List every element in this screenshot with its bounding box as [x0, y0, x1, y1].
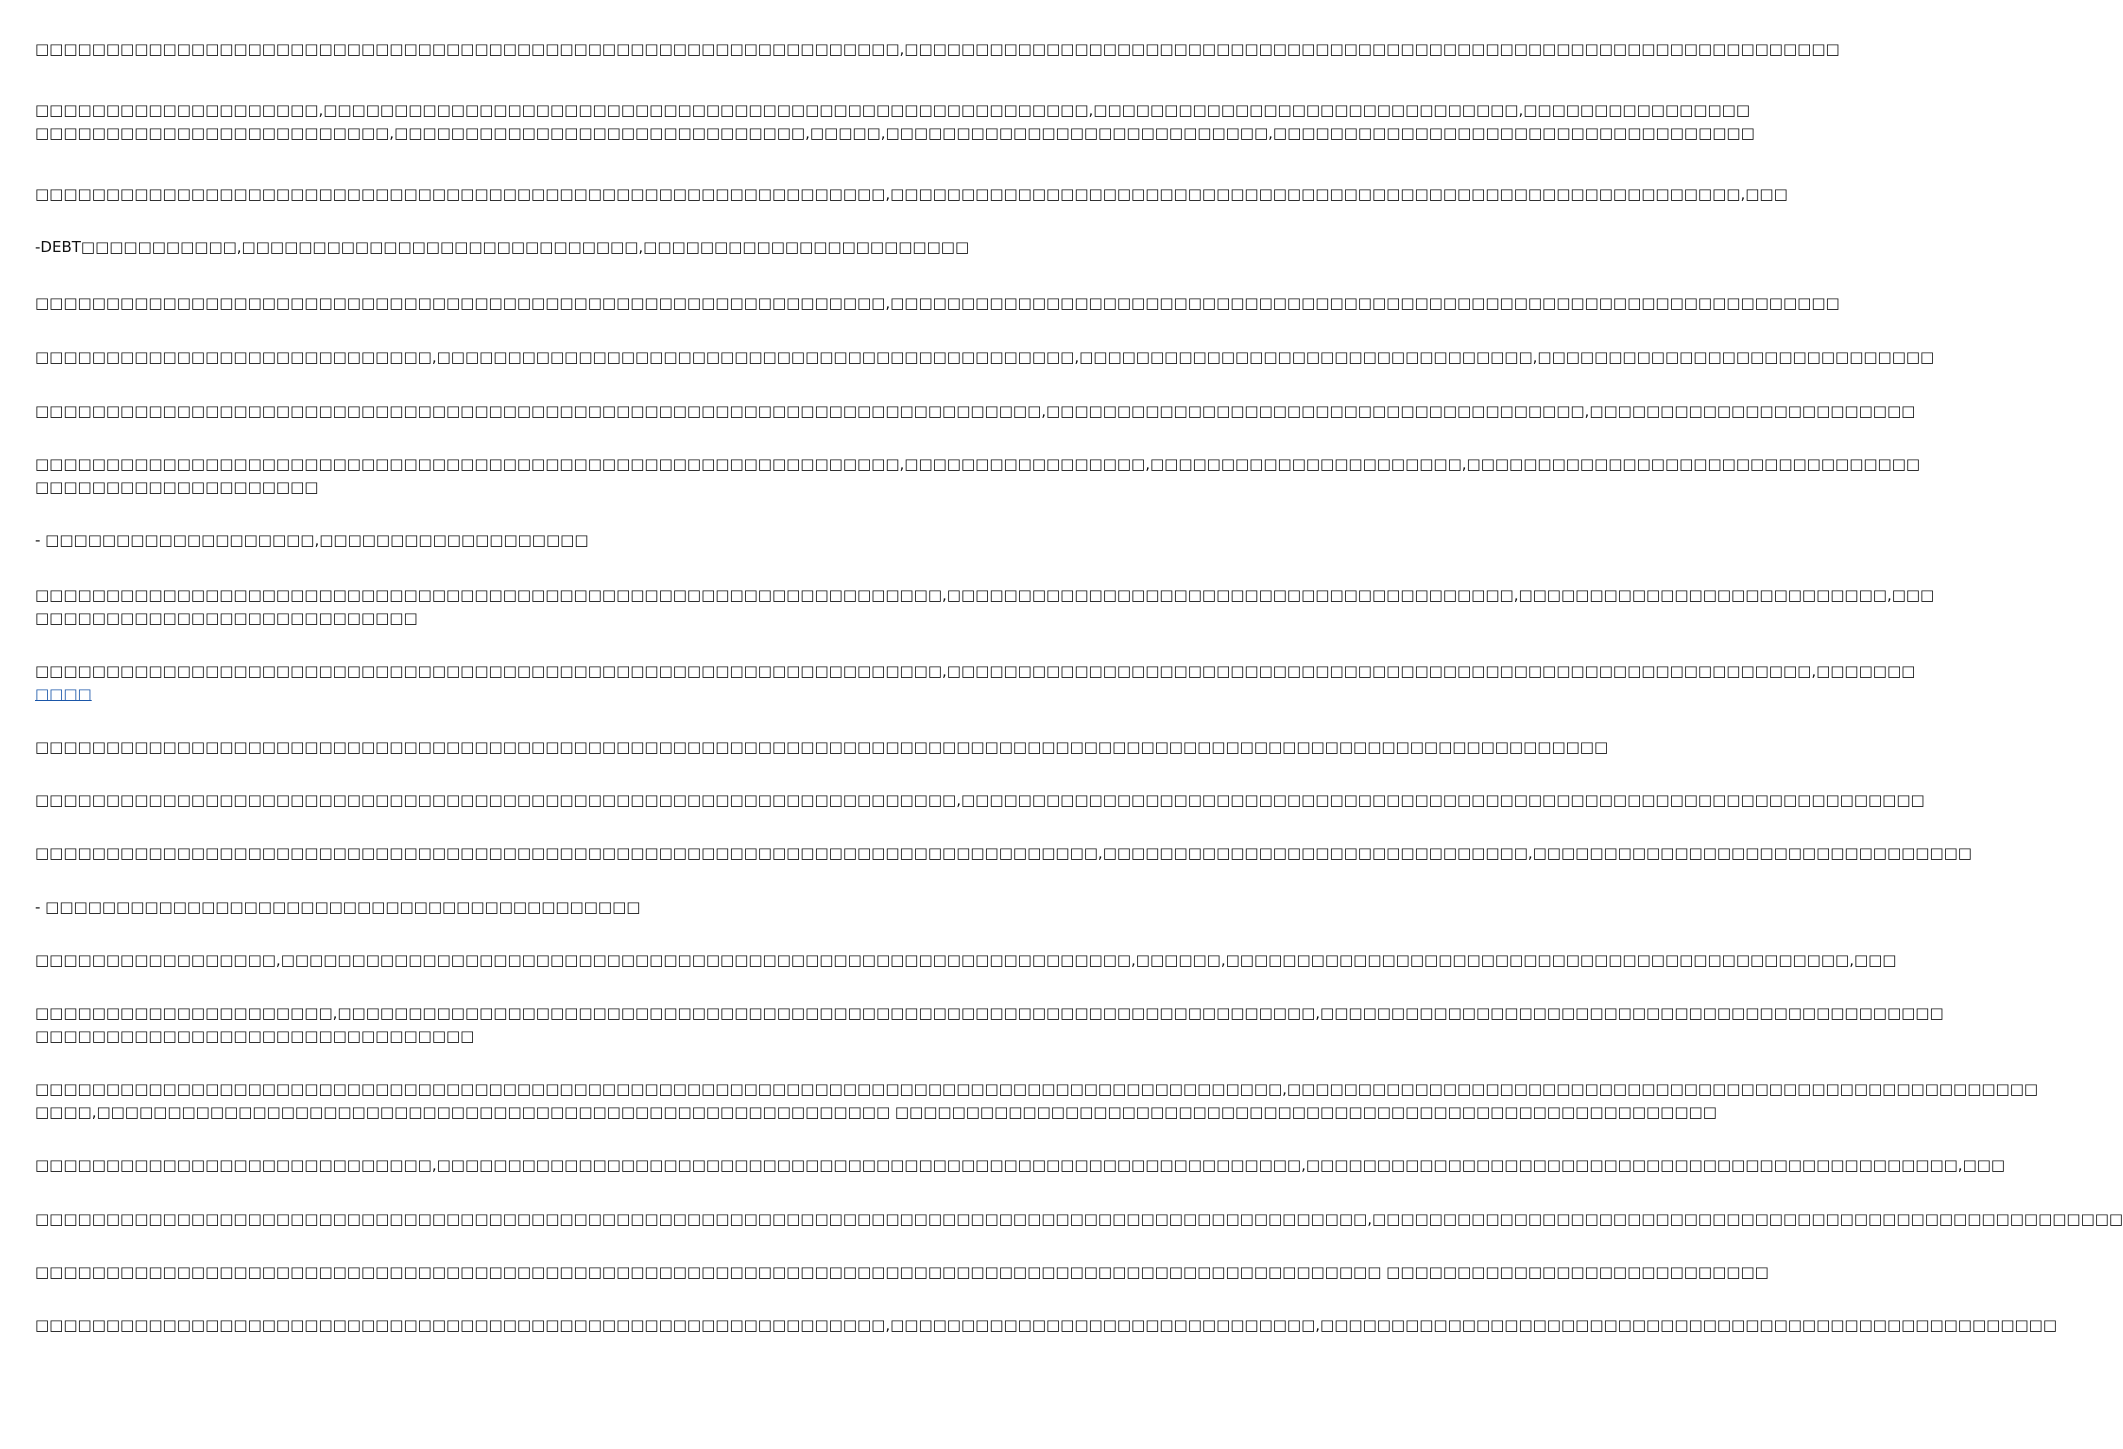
paragraph-line: □□□□□□□□□□□□□□□□□□□□□□□□□□□□□□□□□□□□□□□□□□□□□□□□□□□□□□□□□□□□□□□□□,□□□□□□□□□□□□□□□□□□□□□□□□□□□□□□□□□□□□□□□□□□□□□□□□□□□□□□□□□□□□□□□□□□□□: [35, 791, 1925, 809]
paragraph: [35, 1208, 2123, 1231]
paragraph: [35, 38, 1840, 61]
paragraph: [35, 1314, 2058, 1337]
paragraph-line: □□□□□□□□□□□□□□□□□□□□□□□□□□□: [35, 609, 418, 627]
paragraph-line: - □□□□□□□□□□□□□□□□□□□,□□□□□□□□□□□□□□□□□□□: [35, 531, 589, 549]
paragraph: [35, 949, 1897, 972]
paragraph: [35, 1261, 1769, 1284]
paragraph-line: □□□□□□□□□□□□□□□□□□□□□□□□□□□□□□□□□□□□□□□□□□□□□□□□□□□□□□□□□□□□□□□□□□□□□□□□□□□□□□□□□□□□□□□□□□□□□□□ □□□□□□□□□□□□□□□□□□□□□□□□□□□: [35, 1263, 1769, 1281]
paragraph-line: □□□□,□□□□□□□□□□□□□□□□□□□□□□□□□□□□□□□□□□□□□□□□□□□□□□□□□□□□□□□□ □□□□□□□□□□□□□□□□□□□□□□□□□□□□□□□□□□□□□□□□□□□□□□□□□□□□□□□□□□: [35, 1103, 1717, 1121]
paragraph-line: □□□□□□□□□□□□□□□□□□□□□□□□□□□□□□□: [35, 1027, 475, 1045]
paragraph-line: □□□□□□□□□□□□□□□□□□□□: [35, 478, 319, 496]
paragraph-line: □□□□□□□□□□□□□□□□□□□□□□□□□,□□□□□□□□□□□□□□□□□□□□□□□□□□□□□,□□□□□,□□□□□□□□□□□□□□□□□□□□□□□□□□□,□□□□□□□□□□□□□□□□□□□□□□□□□□□□□□□□□□: [35, 124, 1755, 142]
paragraph-line: □□□□□□□□□□□□□□□□□□□□□□□□□□□□□□□□□□□□□□□□□□□□□□□□□□□□□□□□□□□□□□□□□□□□□□□□□□□□□□□□□□□□□□□□□□□□□□,□□□□□□□□□□□□□□□□□□□□□□□□□□□□□□□□□□□□□□□□□□□□□□□□□□□□□: [35, 1210, 2123, 1228]
paragraph: [35, 1154, 2006, 1177]
paragraph-line: □□□□□□□□□□□□□□□□□□□□□□□□□□□□□□□□□□□□□□□□□□□□□□□□□□□□□□□□□□□□,□□□□□□□□□□□□□□□□□□□□□□□□□□□□□□□□□□□□□□□□□□□□□□□□□□□□□□□□□□□□,□□□: [35, 185, 1788, 203]
paragraph: [35, 400, 1916, 423]
bullet-paragraph: [35, 529, 989, 552]
paragraph: [35, 736, 1609, 759]
paragraph: [35, 1078, 2039, 1124]
paragraph: [35, 842, 1972, 865]
paragraph: [35, 236, 989, 259]
paragraph-line: - □□□□□□□□□□□□□□□□□□□□□□□□□□□□□□□□□□□□□□□□□□: [35, 898, 641, 916]
paragraph: [35, 660, 1916, 706]
paragraph-line: □□□□□□□□□□□□□□□□□□□□□□□□□□□□,□□□□□□□□□□□□□□□□□□□□□□□□□□□□□□□□□□□□□□□□□□□□□,□□□□□□□□□□□□□□□□□□□□□□□□□□□□□□□□,□□□□□□□□□□□□□□□□□□□□□□□□□□□□: [35, 348, 1935, 366]
paragraph-line: -DEBT□□□□□□□□□□□,□□□□□□□□□□□□□□□□□□□□□□□□□□□□,□□□□□□□□□□□□□□□□□□□□□□□: [35, 238, 970, 256]
paragraph: [35, 453, 1921, 499]
inline-link[interactable]: □□□□: [35, 685, 92, 703]
paragraph-line: □□□□□□□□□□□□□□□□□□□□□□□□□□□□□□□□□□□□□□□□□□□□□□□□□□□□□□□□□□□□□□□□,□□□□□□□□□□□□□□□□□□□□□□□□□□□□□□□□□□□□□□□□□□□□□□□□□□□□□□□□□□□□□,□□□□□□□: [35, 662, 1916, 680]
paragraph-line: □□□□□□□□□□□□□□□□□□□□□□□□□□□□,□□□□□□□□□□□□□□□□□□□□□□□□□□□□□□□□□□□□□□□□□□□□□□□□□□□□□□□□□□□□□,□□□□□□□□□□□□□□□□□□□□□□□□□□□□□□□□□□□□□□□□□□□□□□,□□□: [35, 1156, 2006, 1174]
bullet-paragraph: [35, 896, 989, 919]
paragraph: [35, 584, 1935, 630]
paragraph: [35, 183, 1788, 206]
paragraph-line: □□□□□□□□□□□□□□□□□□□□□□□□□□□□□□□□□□□□□□□□□□□□□□□□□□□□□□□□□□□□□□□□□□□□□□□□□□□□□□□□□□□□□□□□,□□□□□□□□□□□□□□□□□□□□□□□□□□□□□□□□□□□□□□□□□□□□□□□□□□□□□: [35, 1080, 2039, 1098]
paragraph-line: □□□□□□□□□□□□□□□□□□□□□□□□□□□□□□□□□□□□□□□□□□□□□□□□□□□□□□□□□□□□□□□□□□□□□□□□□□□,□□□□□□□□□□□□□□□□□□□□□□□□□□□□□□,□□□□□□□□□□□□□□□□□□□□□□□□□□□□□□□: [35, 844, 1972, 862]
paragraph-line: □□□□□□□□□□□□□□□□□□□□□□□□□□□□□□□□□□□□□□□□□□□□□□□□□□□□□□□□□□□□,□□□□□□□□□□□□□□□□□□□□□□□□□□□□□□□□□□□□□□□□□□□□□□□□□□□□□□□□□□□□□□□□□□□: [35, 294, 1840, 312]
paragraph-line: □□□□□□□□□□□□□□□□□□□□□□□□□□□□□□□□□□□□□□□□□□□□□□□□□□□□□□□□□□□□,□□□□□□□□□□□□□□□□□□□□□□□□□□□□□□,□□□□□□□□□□□□□□□□□□□□□□□□□□□□□□□□□□□□□□□□□□□□□□□□□□□□: [35, 1316, 2058, 1334]
paragraph-line: □□□□□□□□□□□□□□□□□□□□□□□□□□□□□□□□□□□□□□□□□□□□□□□□□□□□□□□□□□□□□□□□,□□□□□□□□□□□□□□□□□□□□□□□□□□□□□□□□□□□□□□□□,□□□□□□□□□□□□□□□□□□□□□□□□□□,□□□: [35, 586, 1935, 604]
paragraph-line: □□□□□□□□□□□□□□□□□□□□□□□□□□□□□□□□□□□□□□□□□□□□□□□□□□□□□□□□□□□□□,□□□□□□□□□□□□□□□□□,□□□□□□□□□□□□□□□□□□□□□□,□□□□□□□□□□□□□□□□□□□□□□□□□□□□□□□□: [35, 455, 1921, 473]
paragraph-line: [35, 683, 989, 706]
paragraph-line: □□□□□□□□□□□□□□□□□,□□□□□□□□□□□□□□□□□□□□□□□□□□□□□□□□□□□□□□□□□□□□□□□□□□□□□□□□□□□□,□□□□□□,□□□□□□□□□□□□□□□□□□□□□□□□□□□□□□□□□□□□□□□□□□□□,□□□: [35, 951, 1897, 969]
paragraph: [35, 99, 1755, 145]
paragraph: [35, 346, 1935, 369]
paragraph: [35, 789, 1925, 812]
paragraph-line: □□□□□□□□□□□□□□□□□□□□□□□□□□□□□□□□□□□□□□□□□□□□□□□□□□□□□□□□□□□□□□□□□□□□□□□,□□□□□□□□□□□□□□□□□□□□□□□□□□□□□□□□□□□□□□,□□□□□□□□□□□□□□□□□□□□□□□: [35, 402, 1916, 420]
paragraph-line: □□□□□□□□□□□□□□□□□□□□,□□□□□□□□□□□□□□□□□□□□□□□□□□□□□□□□□□□□□□□□□□□□□□□□□□□□□□,□□□□□□□□□□□□□□□□□□□□□□□□□□□□□□,□□□□□□□□□□□□□□□□: [35, 101, 1750, 119]
paragraph-line: □□□□□□□□□□□□□□□□□□□□□□□□□□□□□□□□□□□□□□□□□□□□□□□□□□□□□□□□□□□□□,□□□□□□□□□□□□□□□□□□□□□□□□□□□□□□□□□□□□□□□□□□□□□□□□□□□□□□□□□□□□□□□□□□: [35, 40, 1840, 58]
paragraph-line: □□□□□□□□□□□□□□□□□□□□□□□□□□□□□□□□□□□□□□□□□□□□□□□□□□□□□□□□□□□□□□□□□□□□□□□□□□□□□□□□□□□□□□□□□□□□□□□□□□□□□□□□□□□□□□□: [35, 738, 1609, 756]
paragraph-line: □□□□□□□□□□□□□□□□□□□□□,□□□□□□□□□□□□□□□□□□□□□□□□□□□□□□□□□□□□□□□□□□□□□□□□□□□□□□□□□□□□□□□□□□□□□,□□□□□□□□□□□□□□□□□□□□□□□□□□□□□□□□□□□□□□□□□□□□: [35, 1004, 1944, 1022]
paragraph: [35, 1002, 1944, 1048]
document-body: [35, 38, 2123, 1337]
paragraph: [35, 292, 1840, 315]
